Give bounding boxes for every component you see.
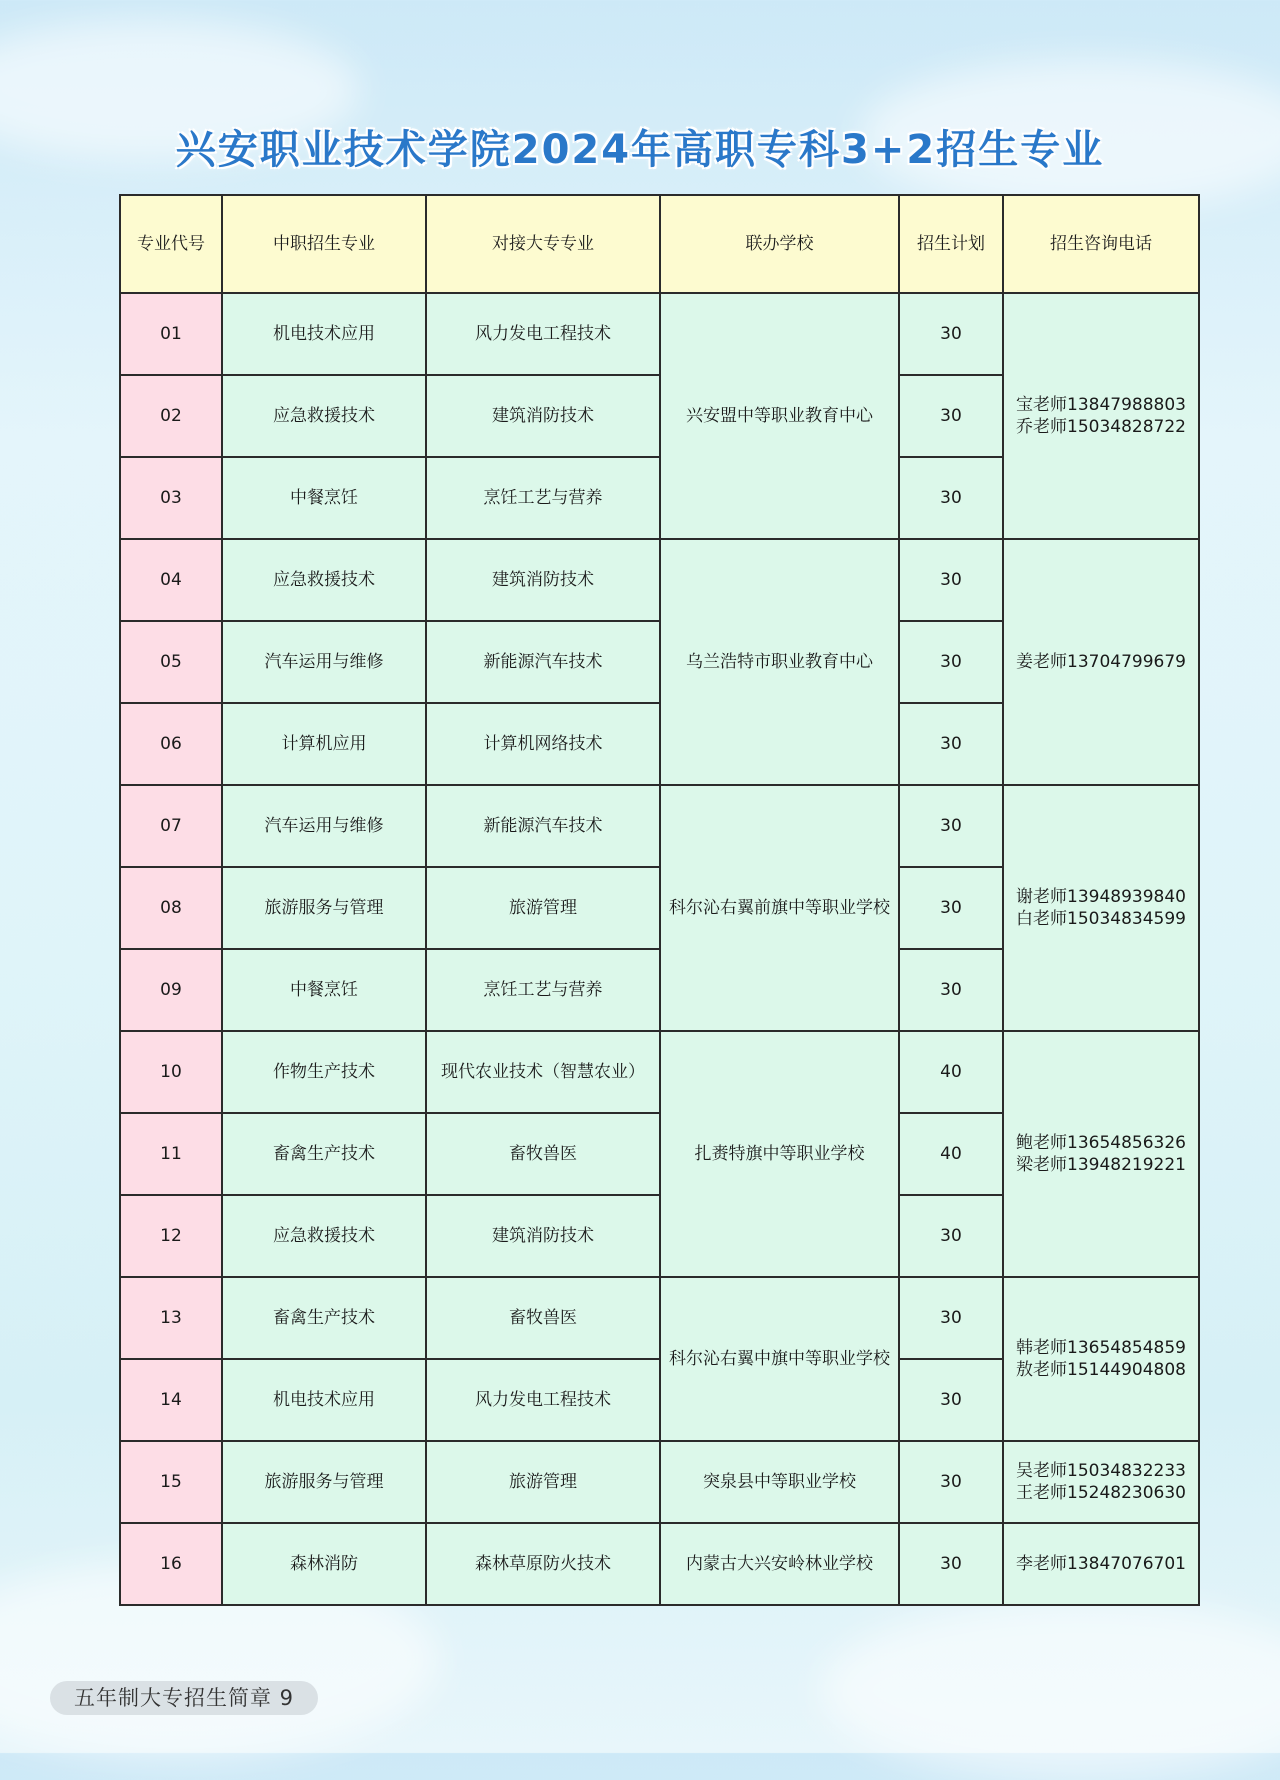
college-major-cell: 畜牧兽医 (426, 1277, 660, 1359)
enrollment-plan-cell: 30 (899, 1523, 1003, 1605)
secondary-major-cell: 畜禽生产技术 (222, 1277, 426, 1359)
background-cloud (820, 1600, 1280, 1780)
header-contact-phone: 招生咨询电话 (1003, 195, 1199, 293)
table-row (120, 1031, 1199, 1113)
partner-school-cell: 突泉县中等职业学校 (660, 1441, 899, 1523)
contact-phone: 鲍老师13654856326 (1016, 1133, 1186, 1153)
table-header-row (120, 195, 1199, 293)
contact-phone-cell (1003, 539, 1199, 785)
partner-school-cell: 扎赉特旗中等职业学校 (660, 1031, 899, 1277)
contact-phone: 吴老师15034832233 (1016, 1461, 1186, 1481)
college-major-cell: 新能源汽车技术 (426, 621, 660, 703)
contact-phone-cell (1003, 1277, 1199, 1441)
header-partner-school: 联办学校 (660, 195, 899, 293)
secondary-major-cell: 旅游服务与管理 (222, 1441, 426, 1523)
table-row (120, 539, 1199, 621)
contact-phone: 宝老师13847988803 (1016, 395, 1186, 415)
secondary-major-cell: 中餐烹饪 (222, 949, 426, 1031)
enrollment-plan-cell: 30 (899, 621, 1003, 703)
contact-phone-cell (1003, 785, 1199, 1031)
page-title: 兴安职业技术学院2024年高职专科3+2招生专业 (175, 127, 1105, 173)
college-major-cell: 烹饪工艺与营养 (426, 949, 660, 1031)
college-major-cell: 旅游管理 (426, 867, 660, 949)
major-code-cell: 01 (120, 293, 222, 375)
major-code-cell: 03 (120, 457, 222, 539)
header-enrollment-plan: 招生计划 (899, 195, 1003, 293)
college-major-cell: 畜牧兽医 (426, 1113, 660, 1195)
major-code-cell: 12 (120, 1195, 222, 1277)
contact-phone: 敖老师15144904808 (1016, 1360, 1186, 1380)
enrollment-plan-cell: 40 (899, 1031, 1003, 1113)
enrollment-plan-cell: 30 (899, 867, 1003, 949)
major-code-cell: 16 (120, 1523, 222, 1605)
header-college-major: 对接大专专业 (426, 195, 660, 293)
contact-phone: 王老师15248230630 (1016, 1483, 1186, 1503)
college-major-cell: 计算机网络技术 (426, 703, 660, 785)
contact-phone: 姜老师13704799679 (1016, 652, 1186, 672)
contact-phone: 李老师13847076701 (1016, 1554, 1186, 1574)
enrollment-plan-cell: 30 (899, 1359, 1003, 1441)
contact-phone: 谢老师13948939840 (1016, 887, 1186, 907)
enrollment-plan-cell: 30 (899, 949, 1003, 1031)
major-code-cell: 13 (120, 1277, 222, 1359)
major-code-cell: 09 (120, 949, 222, 1031)
partner-school-cell: 科尔沁右翼前旗中等职业学校 (660, 785, 899, 1031)
major-code-cell: 02 (120, 375, 222, 457)
table-row (120, 1523, 1199, 1605)
table-row (120, 785, 1199, 867)
enrollment-plan-cell: 30 (899, 293, 1003, 375)
major-code-cell: 14 (120, 1359, 222, 1441)
contact-phone-cell (1003, 1441, 1199, 1523)
contact-phone-cell (1003, 293, 1199, 539)
table-row (120, 1277, 1199, 1359)
college-major-cell: 风力发电工程技术 (426, 1359, 660, 1441)
enrollment-plan-cell: 30 (899, 1441, 1003, 1523)
college-major-cell: 建筑消防技术 (426, 1195, 660, 1277)
header-secondary-major: 中职招生专业 (222, 195, 426, 293)
partner-school-cell: 内蒙古大兴安岭林业学校 (660, 1523, 899, 1605)
footer-text: 五年制大专招生简章 (73, 1686, 272, 1710)
page-number: 9 (279, 1686, 295, 1710)
secondary-major-cell: 计算机应用 (222, 703, 426, 785)
enrollment-plan-cell: 30 (899, 457, 1003, 539)
contact-phone-cell (1003, 1523, 1199, 1605)
contact-phone: 韩老师13654854859 (1016, 1338, 1186, 1358)
college-major-cell: 现代农业技术（智慧农业） (426, 1031, 660, 1113)
enrollment-plan-cell: 30 (899, 703, 1003, 785)
table-row (120, 293, 1199, 375)
secondary-major-cell: 作物生产技术 (222, 1031, 426, 1113)
secondary-major-cell: 汽车运用与维修 (222, 785, 426, 867)
major-code-cell: 15 (120, 1441, 222, 1523)
major-code-cell: 10 (120, 1031, 222, 1113)
partner-school-cell: 乌兰浩特市职业教育中心 (660, 539, 899, 785)
page-footer (50, 1681, 318, 1715)
major-code-cell: 07 (120, 785, 222, 867)
enrollment-plan-cell: 40 (899, 1113, 1003, 1195)
secondary-major-cell: 中餐烹饪 (222, 457, 426, 539)
partner-school-cell: 科尔沁右翼中旗中等职业学校 (660, 1277, 899, 1441)
secondary-major-cell: 森林消防 (222, 1523, 426, 1605)
table-row (120, 1441, 1199, 1523)
secondary-major-cell: 旅游服务与管理 (222, 867, 426, 949)
contact-phone: 梁老师13948219221 (1016, 1155, 1186, 1175)
contact-phone: 白老师15034834599 (1016, 909, 1186, 929)
major-code-cell: 06 (120, 703, 222, 785)
secondary-major-cell: 汽车运用与维修 (222, 621, 426, 703)
contact-phone: 乔老师15034828722 (1016, 417, 1186, 437)
enrollment-plan-cell: 30 (899, 1195, 1003, 1277)
college-major-cell: 旅游管理 (426, 1441, 660, 1523)
college-major-cell: 风力发电工程技术 (426, 293, 660, 375)
enrollment-table (119, 194, 1200, 1606)
secondary-major-cell: 畜禽生产技术 (222, 1113, 426, 1195)
enrollment-plan-cell: 30 (899, 375, 1003, 457)
major-code-cell: 05 (120, 621, 222, 703)
enrollment-plan-cell: 30 (899, 785, 1003, 867)
secondary-major-cell: 机电技术应用 (222, 1359, 426, 1441)
secondary-major-cell: 应急救援技术 (222, 539, 426, 621)
major-code-cell: 04 (120, 539, 222, 621)
college-major-cell: 烹饪工艺与营养 (426, 457, 660, 539)
header-code: 专业代号 (120, 195, 222, 293)
partner-school-cell: 兴安盟中等职业教育中心 (660, 293, 899, 539)
secondary-major-cell: 机电技术应用 (222, 293, 426, 375)
enrollment-plan-cell: 30 (899, 539, 1003, 621)
enrollment-plan-cell: 30 (899, 1277, 1003, 1359)
college-major-cell: 建筑消防技术 (426, 375, 660, 457)
major-code-cell: 08 (120, 867, 222, 949)
college-major-cell: 建筑消防技术 (426, 539, 660, 621)
contact-phone-cell (1003, 1031, 1199, 1277)
secondary-major-cell: 应急救援技术 (222, 1195, 426, 1277)
major-code-cell: 11 (120, 1113, 222, 1195)
secondary-major-cell: 应急救援技术 (222, 375, 426, 457)
college-major-cell: 森林草原防火技术 (426, 1523, 660, 1605)
college-major-cell: 新能源汽车技术 (426, 785, 660, 867)
